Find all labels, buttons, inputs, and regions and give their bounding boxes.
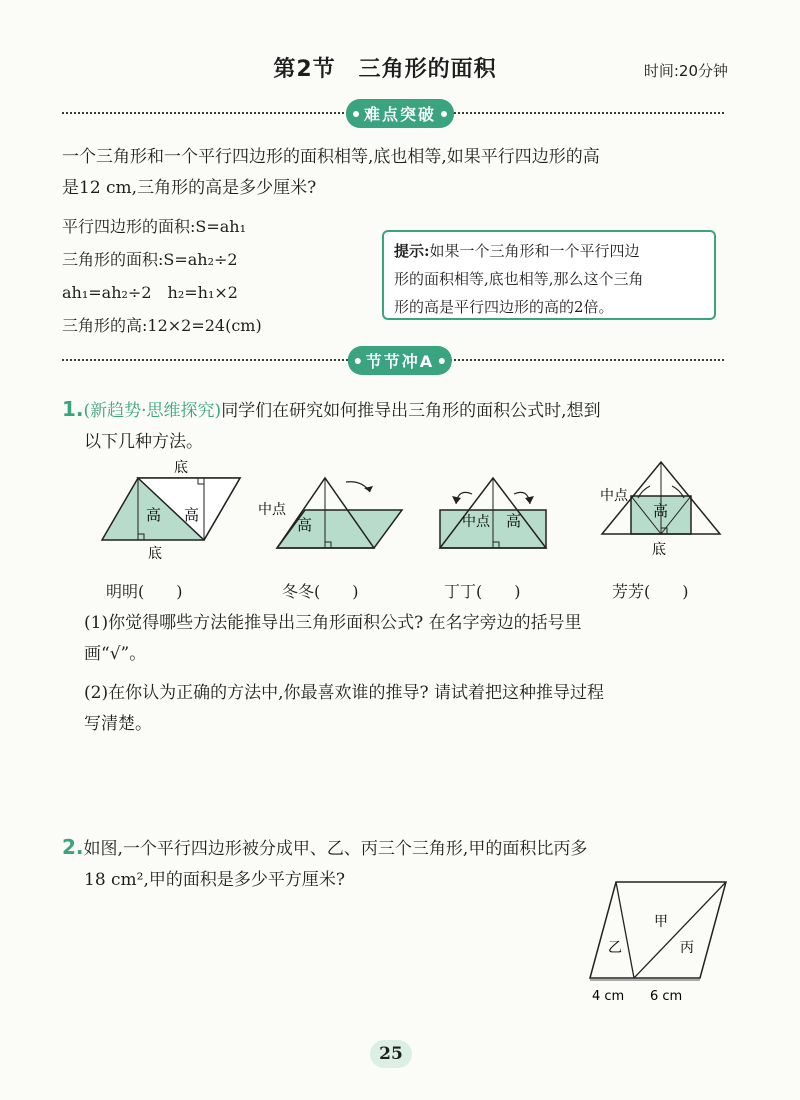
example-problem-line: 一个三角形和一个平行四边形的面积相等,底也相等,如果平行四边形的高 xyxy=(62,147,600,167)
question-text: 如图,一个平行四边形被分成甲、乙、丙三个三角形,甲的面积比丙多 xyxy=(83,839,588,859)
answer-slot-dingding[interactable]: 丁丁( ) xyxy=(444,582,521,601)
fig-label-length: 4 cm xyxy=(592,989,625,1004)
solution-step: 三角形的高:12×2=24(cm) xyxy=(62,316,262,335)
sub-question-text: (2)在你认为正确的方法中,你最喜欢谁的推导? 请试着把这种推导过程 xyxy=(84,683,605,703)
time-limit: 时间:20分钟 xyxy=(643,62,728,80)
tip-label: 提示: xyxy=(394,242,430,260)
tip-text: 形的面积相等,底也相等,那么这个三角 xyxy=(394,270,644,288)
parallelogram xyxy=(590,882,726,978)
tip-box xyxy=(382,230,716,320)
fig-label-height: 高 xyxy=(184,506,200,524)
figure-fangfang xyxy=(600,462,720,558)
sub-question-2 xyxy=(84,678,744,740)
answer-slot-fangfang[interactable]: 芳芳( ) xyxy=(612,582,689,601)
sub-question-1 xyxy=(84,608,744,670)
figure-dongdong xyxy=(258,478,402,548)
question-tag: (新趋势·思维探究) xyxy=(83,401,222,421)
answer-slot-mingming[interactable]: 明明( ) xyxy=(106,582,183,601)
figure-mingming xyxy=(102,459,240,562)
section-label-practice: 节节冲A xyxy=(348,346,452,375)
solution-step: 三角形的面积:S=ah₂÷2 xyxy=(62,250,238,269)
fig-label-length: 6 cm xyxy=(650,989,683,1004)
fig-label-jia: 甲 xyxy=(654,914,668,930)
fig-label-height: 高 xyxy=(146,506,162,524)
page-number: 25 xyxy=(370,1040,412,1068)
rotate-arrow xyxy=(346,482,370,492)
question-text: 同学们在研究如何推导出三角形的面积公式时,想到 xyxy=(221,401,601,421)
fig-label-bing: 丙 xyxy=(680,940,694,956)
fig-label-yi: 乙 xyxy=(608,940,622,956)
sub-question-text: 画“√”。 xyxy=(84,644,147,664)
example-problem xyxy=(62,142,742,204)
example-problem-line: 是12 cm,三角形的高是多少厘米? xyxy=(62,178,317,198)
fig-label-height: 高 xyxy=(506,512,522,530)
fig-label-midpoint: 中点 xyxy=(600,488,628,504)
q1-figures xyxy=(90,458,730,568)
answer-slot-dongdong[interactable]: 冬冬( ) xyxy=(282,582,359,601)
question-text: 18 cm²,甲的面积是多少平方厘米? xyxy=(84,870,346,890)
solution-step: ah₁=ah₂÷2 h₂=h₁×2 xyxy=(62,283,238,302)
fig-label-midpoint: 中点 xyxy=(462,514,490,530)
fig-label-height: 高 xyxy=(653,502,669,520)
fig-label-midpoint: 中点 xyxy=(258,502,286,518)
question-number: 1. xyxy=(62,397,84,421)
fig-label-base: 底 xyxy=(652,542,666,558)
page-title: 第2节 三角形的面积 xyxy=(273,57,497,82)
question-1 xyxy=(62,394,752,458)
q2-figure xyxy=(580,876,740,1006)
figure-dingding xyxy=(440,478,546,548)
fig-label-base: 底 xyxy=(148,546,162,562)
sub-question-text: (1)你觉得哪些方法能推导出三角形面积公式? 在名字旁边的括号里 xyxy=(84,613,582,633)
tip-text: 如果一个三角形和一个平行四边 xyxy=(429,242,640,260)
question-number: 2. xyxy=(62,835,84,859)
question-text: 以下几种方法。 xyxy=(84,432,203,452)
solution-step: 平行四边形的面积:S=ah₁ xyxy=(62,217,247,236)
fig-label-base: 底 xyxy=(174,460,188,476)
sub-question-text: 写清楚。 xyxy=(84,714,152,734)
tip-text: 形的高是平行四边形的高的2倍。 xyxy=(394,298,614,316)
fig-label-height: 高 xyxy=(297,516,313,534)
section-label-difficulty: 难点突破 xyxy=(346,99,454,128)
